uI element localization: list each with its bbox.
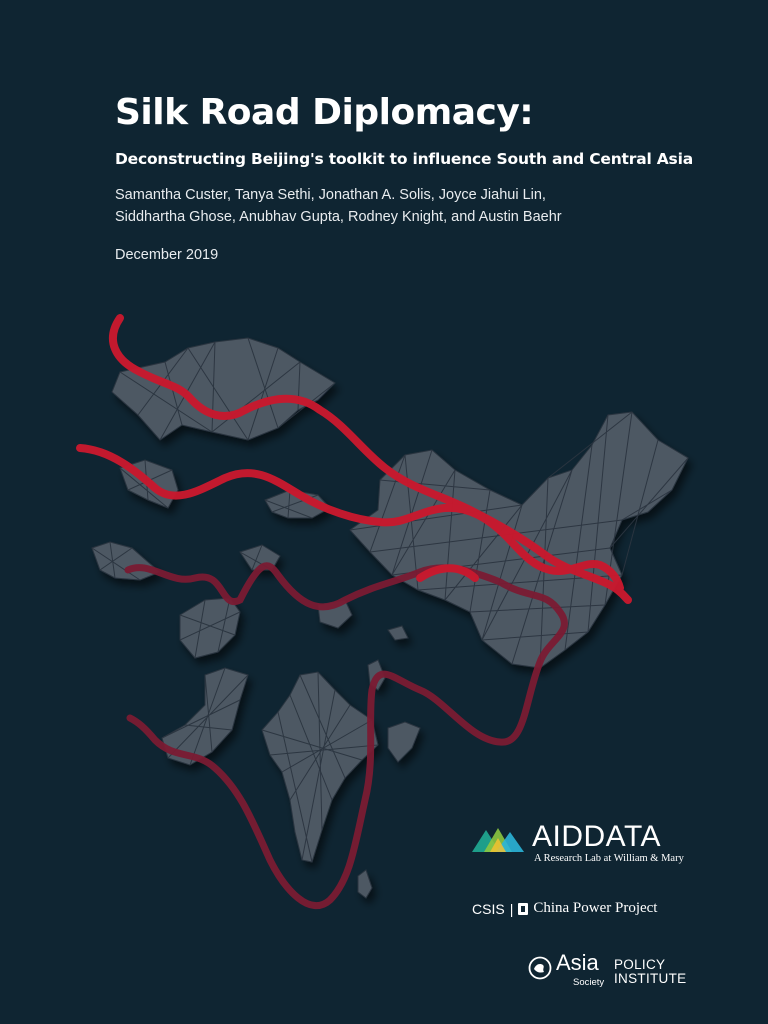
landmass-turkmenistan: [92, 542, 160, 580]
author-list: [115, 184, 562, 228]
mountain-triangles-logo-icon: [472, 826, 524, 852]
cover-title: Silk Road Diplomacy:: [115, 92, 534, 133]
policy-institute-wordmark: [614, 958, 686, 986]
policy-label: POLICY: [614, 957, 666, 972]
aiddata-tagline: A Research Lab at William & Mary: [534, 853, 684, 864]
globe-dragon-icon: [528, 956, 552, 980]
society-wordmark: Society: [573, 977, 605, 988]
author-line-1: Samantha Custer, Tanya Sethi, Jonathan A. Solis, Joyce Jiahui Lin,: [115, 187, 546, 203]
landmass-bangladesh: [388, 722, 420, 762]
publication-date: December 2019: [115, 247, 219, 263]
china-power-project-name: China Power Project: [533, 900, 658, 916]
author-line-2: Siddhartha Ghose, Anubhav Gupta, Rodney Knight, and Austin Baehr: [115, 209, 562, 225]
landmass-small-isle-2: [388, 626, 408, 640]
landmass-sri-lanka: [358, 870, 372, 898]
landmass-afghanistan: [180, 598, 240, 658]
csis-wordmark: CSIS: [472, 900, 505, 917]
asia-wordmark: Asia: [556, 950, 599, 975]
csis-china-power-logo: [472, 900, 657, 917]
aiddata-logo: [472, 820, 682, 870]
aiddata-wordmark: AIDDATA: [532, 820, 662, 853]
china-power-icon: [518, 903, 528, 915]
asia-society-policy-institute-logo: [528, 952, 688, 998]
road-maroon-1: [128, 566, 420, 607]
logo-separator: |: [509, 900, 514, 917]
cover-subtitle: Deconstructing Beijing's toolkit to influence South and Central Asia: [115, 150, 693, 168]
institute-label: INSTITUTE: [614, 971, 687, 986]
